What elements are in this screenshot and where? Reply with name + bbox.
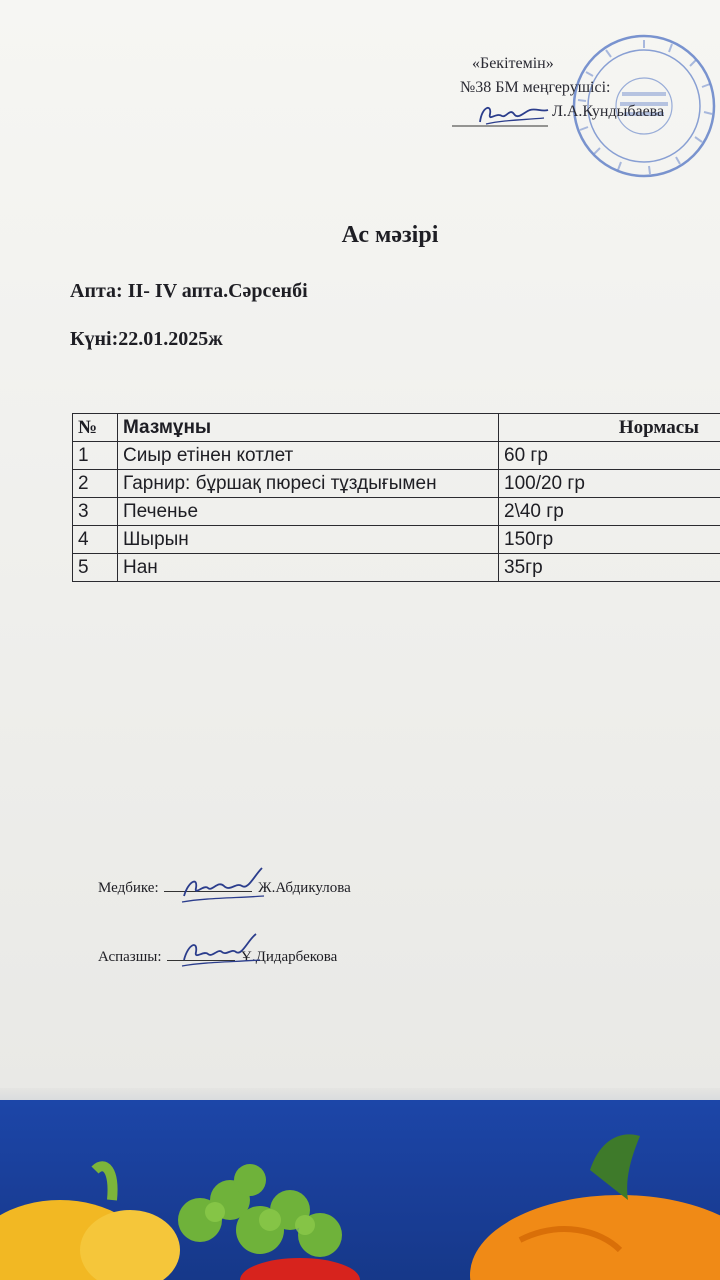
head-signature bbox=[452, 98, 552, 130]
approval-heading: «Бекітемін» bbox=[472, 55, 554, 72]
approval-position: №38 БМ меңгерушісі: bbox=[460, 79, 611, 96]
table-row bbox=[73, 442, 720, 470]
column-header-number: № bbox=[73, 414, 118, 442]
menu-table bbox=[72, 413, 720, 582]
vegetable-illustration bbox=[0, 1100, 720, 1280]
column-header-content: Мазмұны bbox=[118, 414, 499, 442]
approval-name: Л.А.Кундыбаева bbox=[552, 103, 665, 120]
row-norm: 100/20 гр bbox=[499, 470, 720, 498]
table-row bbox=[73, 526, 720, 554]
row-number: 5 bbox=[73, 554, 118, 582]
date-label: Күні:22.01.2025ж bbox=[70, 328, 223, 350]
week-label: Апта: II- IV апта.Сәрсенбі bbox=[70, 280, 308, 302]
row-dish: Гарнир: бұршақ пюресі тұздығымен bbox=[118, 470, 499, 498]
row-dish: Шырын bbox=[118, 526, 499, 554]
table-row bbox=[73, 554, 720, 582]
row-number: 4 bbox=[73, 526, 118, 554]
row-norm: 60 гр bbox=[499, 442, 720, 470]
column-header-norm: Нормасы bbox=[499, 414, 720, 442]
medic-name: Ж.Абдикулова bbox=[258, 880, 351, 896]
cook-role: Аспазшы: bbox=[98, 949, 162, 965]
row-number: 1 bbox=[73, 442, 118, 470]
row-dish: Нан bbox=[118, 554, 499, 582]
table-row bbox=[73, 470, 720, 498]
vegetable-poster-background bbox=[0, 1100, 720, 1280]
page-title: Ас мәзірі bbox=[341, 222, 439, 248]
row-number: 2 bbox=[73, 470, 118, 498]
row-norm: 150гр bbox=[499, 526, 720, 554]
row-number: 3 bbox=[73, 498, 118, 526]
medic-signature bbox=[174, 862, 270, 910]
row-norm: 2\40 гр bbox=[499, 498, 720, 526]
medic-role: Медбике: bbox=[98, 880, 159, 896]
row-dish: Сиыр етінен котлет bbox=[118, 442, 499, 470]
table-row bbox=[73, 498, 720, 526]
table-header-row bbox=[73, 414, 720, 442]
row-dish: Печенье bbox=[118, 498, 499, 526]
cook-signature bbox=[176, 930, 266, 974]
cook-name: Ұ.Дидарбекова bbox=[241, 949, 338, 965]
row-norm: 35гр bbox=[499, 554, 720, 582]
